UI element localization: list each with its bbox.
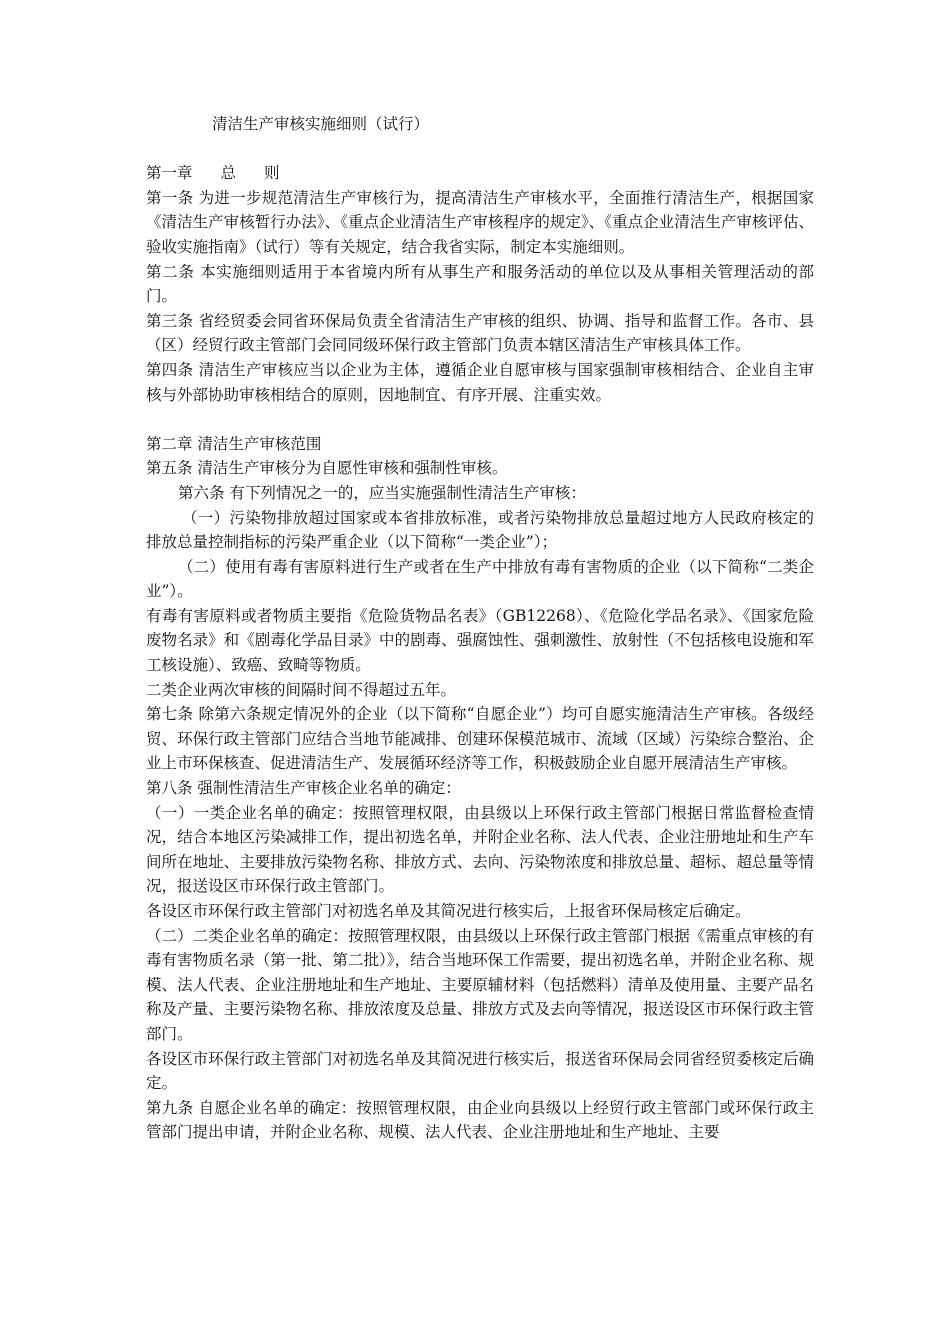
- chapter-1-name-part1: 总: [220, 164, 237, 183]
- article-8-item-1: （一）一类企业名单的确定：按照管理权限，由县级以上环保行政主管部门根据日常监督检查情况，结合本地区污染减排工作，提出初选名单，并附企业名称、法人代表、企业注册地址和生产车间所在地址、主要排放污染物名称、排放方式、去向、污染物浓度和排放总量、超标、超总量等情况，报送设区市环保行政主管部门。: [146, 803, 814, 896]
- article-7: 第七条 除第六条规定情况外的企业（以下简称“自愿企业”）均可自愿实施清洁生产审核。各级经贸、环保行政主管部门应结合当地节能减排、创建环保模范城市、流域（区域）污染综合整治、企业上市环保核查、促进清洁生产、发展循环经济等工作，积极鼓励企业自愿开展清洁生产审核。: [146, 705, 814, 773]
- article-8: 第八条 强制性清洁生产审核企业名单的确定：: [146, 779, 461, 798]
- chapter-2-heading: 第二章 清洁生产审核范围: [146, 434, 322, 453]
- audit-interval-note: 二类企业两次审核的间隔时间不得超过五年。: [146, 680, 457, 699]
- document-title: 清洁生产审核实施细则（试行）: [212, 115, 430, 133]
- article-8-item-1-confirmation: 各设区市环保行政主管部门对初选名单及其简况进行核实后，上报省环保局核定后确定。: [146, 902, 751, 920]
- article-8-item-2: （二）二类企业名单的确定：按照管理权限，由县级以上环保行政主管部门根据《需重点审核的有毒有害物质名录（第一批、第二批）》，结合当地环保工作需要，提出初选名单，并附企业名称、规模、法人代表、企业注册地址和生产地址、主要原辅材料（包括燃料）清单及使用量、主要产品名称及产量、主要污染物名称、排放浓度及总量、排放方式及去向等情况，报送设区市环保行政主管部门。: [146, 926, 814, 1043]
- article-6-item-2: （二）使用有毒有害原料进行生产或者在生产中排放有毒有害物质的企业（以下简称“二类企业”）。: [146, 557, 814, 601]
- article-2: 第二条 本实施细则适用于本省境内所有从事生产和服务活动的单位以及从事相关管理活动的部门。: [146, 262, 814, 306]
- blank-line: [146, 407, 814, 432]
- article-6-item-1: （一）污染物排放超过国家或本省排放标准，或者污染物排放总量超过地方人民政府核定的排放总量控制指标的污染严重企业（以下简称“一类企业”）；: [146, 508, 814, 552]
- article-6: 第六条 有下列情况之一的，应当实施强制性清洁生产审核：: [178, 483, 586, 502]
- article-3: 第三条 省经贸委会同省环保局负责全省清洁生产审核的组织、协调、指导和监督工作。各市、县（区）经贸行政主管部门会同同级环保行政主管部门负责本辖区清洁生产审核具体工作。: [146, 311, 814, 355]
- chapter-1-label: 第一章: [146, 164, 193, 183]
- article-9: 第九条 自愿企业名单的确定：按照管理权限，由企业向县级以上经贸行政主管部门或环保行政主管部门提出申请，并附企业名称、规模、法人代表、企业注册地址和生产地址、主要: [146, 1098, 814, 1142]
- chapter-1-heading: [146, 161, 814, 186]
- article-8-item-2-confirmation: 各设区市环保行政主管部门对初选名单及其简况进行核实后，报送省环保局会同省经贸委核定后确定。: [146, 1049, 814, 1093]
- chapter-1-name-part2: 则: [264, 164, 280, 183]
- article-5: 第五条 清洁生产审核分为自愿性审核和强制性审核。: [146, 459, 508, 478]
- document-page: [146, 112, 814, 1145]
- article-1: 第一条 为进一步规范清洁生产审核行为，提高清洁生产审核水平，全面推行清洁生产，根据国家《清洁生产审核暂行办法》、《重点企业清洁生产审核程序的规定》、《重点企业清洁生产审核评估、验收实施指南》（试行）等有关规定，结合我省实际，制定本实施细则。: [146, 188, 814, 256]
- article-4: 第四条 清洁生产审核应当以企业为主体，遵循企业自愿审核与国家强制审核相结合、企业自主审核与外部协助审核相结合的原则，因地制宜、有序开展、注重实效。: [146, 360, 814, 404]
- toxic-substances-note: 有毒有害原料或者物质主要指《危险货物品名表》（GB12268）、《危险化学品名录》、《国家危险废物名录》和《剧毒化学品目录》中的剧毒、强腐蚀性、强刺激性、放射性（不包括核电设施和军工核设施）、致癌、致畸等物质。: [146, 606, 814, 675]
